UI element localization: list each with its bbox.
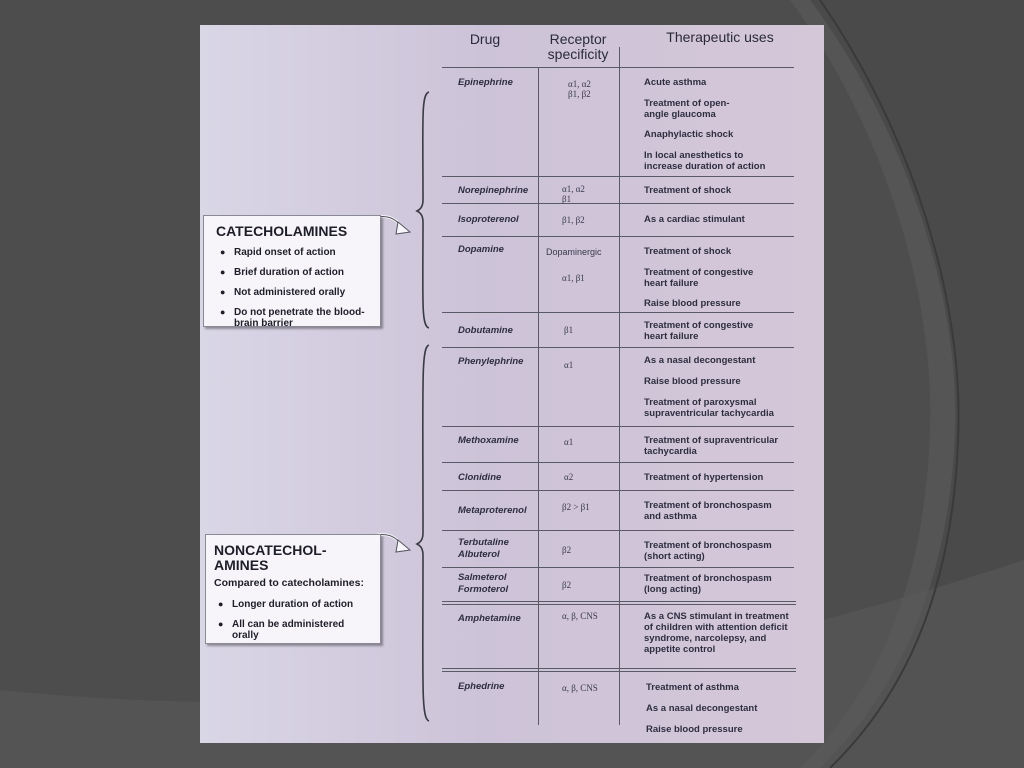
catecholamines-point: ● Rapid onset of action	[216, 247, 372, 258]
drug-name: Norepinephrine	[458, 185, 529, 196]
drug-name: Ephedrine	[458, 681, 505, 692]
noncatecholamines-box	[205, 534, 381, 644]
receptor-value: β1, β2	[568, 89, 591, 99]
noncatecholamines-point: ● Longer duration of action	[214, 599, 372, 610]
header-receptor: Receptor specificity	[547, 31, 609, 62]
row-divider	[442, 601, 796, 602]
catecholamines-box	[203, 215, 381, 327]
drug-name: Isoproterenol	[458, 214, 519, 225]
noncatecholamines-subtitle: Compared to catecholamines:	[214, 577, 364, 589]
noncatecholamines-brace	[415, 343, 435, 723]
row-divider	[442, 604, 796, 605]
receptor-value: Dopaminergic	[546, 247, 602, 257]
drug-name: Phenylephrine	[458, 356, 524, 367]
therapeutic-use: Treatment of open-angle glaucoma	[644, 98, 730, 120]
header-uses: Therapeutic uses	[666, 29, 774, 45]
row-divider	[442, 671, 796, 672]
receptor-value: β2	[562, 545, 572, 555]
drug-name: Methoxamine	[458, 435, 519, 446]
receptor-value: α1, α2	[568, 79, 591, 89]
catecholamines-point: ● Not administered orally	[216, 287, 372, 298]
therapeutic-use: As a CNS stimulant in treatment of children with attention deficit syndrome, narcolepsy, and appetite control	[644, 611, 789, 655]
drug-table-page	[200, 25, 824, 743]
therapeutic-use: Acute asthma	[644, 77, 707, 88]
receptor-value: β1, β2	[562, 215, 585, 225]
receptor-value: α1	[564, 437, 574, 447]
row-divider	[442, 462, 794, 463]
row-divider	[442, 490, 794, 491]
receptor-value: α1, β1	[562, 273, 585, 283]
row-divider	[442, 567, 794, 568]
therapeutic-use: As a cardiac stimulant	[644, 214, 745, 225]
therapeutic-use: Treatment of bronchospasm (long acting)	[644, 573, 772, 595]
receptor-value: β1	[562, 194, 572, 204]
row-divider	[442, 347, 794, 348]
therapeutic-use: Raise blood pressure	[644, 298, 741, 309]
column-divider-drug	[538, 67, 539, 725]
receptor-value: α2	[564, 472, 574, 482]
therapeutic-use: Treatment of supraventricular tachycardia	[644, 435, 779, 457]
row-divider	[442, 426, 794, 427]
catecholamines-brace	[415, 90, 435, 330]
therapeutic-use: Raise blood pressure	[644, 376, 741, 387]
noncatecholamines-title: NONCATECHOL-AMINES	[214, 542, 327, 573]
therapeutic-use: Treatment of shock	[644, 246, 732, 257]
catecholamines-title: CATECHOLAMINES	[216, 223, 348, 239]
therapeutic-use: Raise blood pressure	[646, 724, 743, 735]
catecholamines-point: ● Brief duration of action	[216, 267, 372, 278]
row-divider	[442, 530, 794, 531]
header-drug: Drug	[469, 31, 501, 47]
receptor-value: α, β, CNS	[562, 683, 598, 693]
therapeutic-use: In local anesthetics to increase duration of action	[644, 150, 766, 172]
drug-name: Dopamine	[458, 244, 504, 255]
drug-name: Amphetamine	[458, 613, 521, 624]
receptor-value: β2	[562, 580, 572, 590]
column-divider-receptor	[619, 47, 620, 725]
drug-name: Clonidine	[458, 472, 502, 483]
drug-name: Metaproterenol	[458, 505, 527, 516]
drug-name: Epinephrine	[458, 77, 513, 88]
drug-name: Dobutamine	[458, 325, 513, 336]
therapeutic-use: Treatment of hypertension	[644, 472, 764, 483]
therapeutic-use: Treatment of congestive heart failure	[644, 320, 754, 342]
row-divider	[442, 312, 794, 313]
therapeutic-use: As a nasal decongestant	[646, 703, 758, 714]
therapeutic-use: Anaphylactic shock	[644, 129, 734, 140]
drug-name: Salmeterol Formoterol	[458, 572, 509, 595]
receptor-value: α1	[564, 360, 574, 370]
row-divider	[442, 668, 796, 669]
therapeutic-use: Treatment of shock	[644, 185, 732, 196]
therapeutic-use: Treatment of bronchospasm and asthma	[644, 500, 772, 522]
receptor-value: α, β, CNS	[562, 611, 598, 621]
therapeutic-use: Treatment of paroxysmal supraventricular tachycardia	[644, 397, 774, 419]
receptor-value: β1	[564, 325, 574, 335]
receptor-value: α1, α2	[562, 184, 585, 194]
therapeutic-use: Treatment of asthma	[646, 682, 739, 693]
therapeutic-use: Treatment of congestive heart failure	[644, 267, 754, 289]
row-divider	[442, 203, 794, 204]
row-divider	[442, 236, 794, 237]
catecholamines-point: ● Do not penetrate the blood-brain barrier	[216, 307, 372, 329]
row-divider	[442, 67, 794, 68]
receptor-value: β2 > β1	[562, 502, 590, 512]
therapeutic-use: As a nasal decongestant	[644, 355, 756, 366]
noncatecholamines-point: ● All can be administered orally	[214, 619, 372, 641]
drug-name: Terbutaline Albuterol	[458, 537, 509, 560]
therapeutic-use: Treatment of bronchospasm (short acting)	[644, 540, 772, 562]
row-divider	[442, 176, 794, 177]
